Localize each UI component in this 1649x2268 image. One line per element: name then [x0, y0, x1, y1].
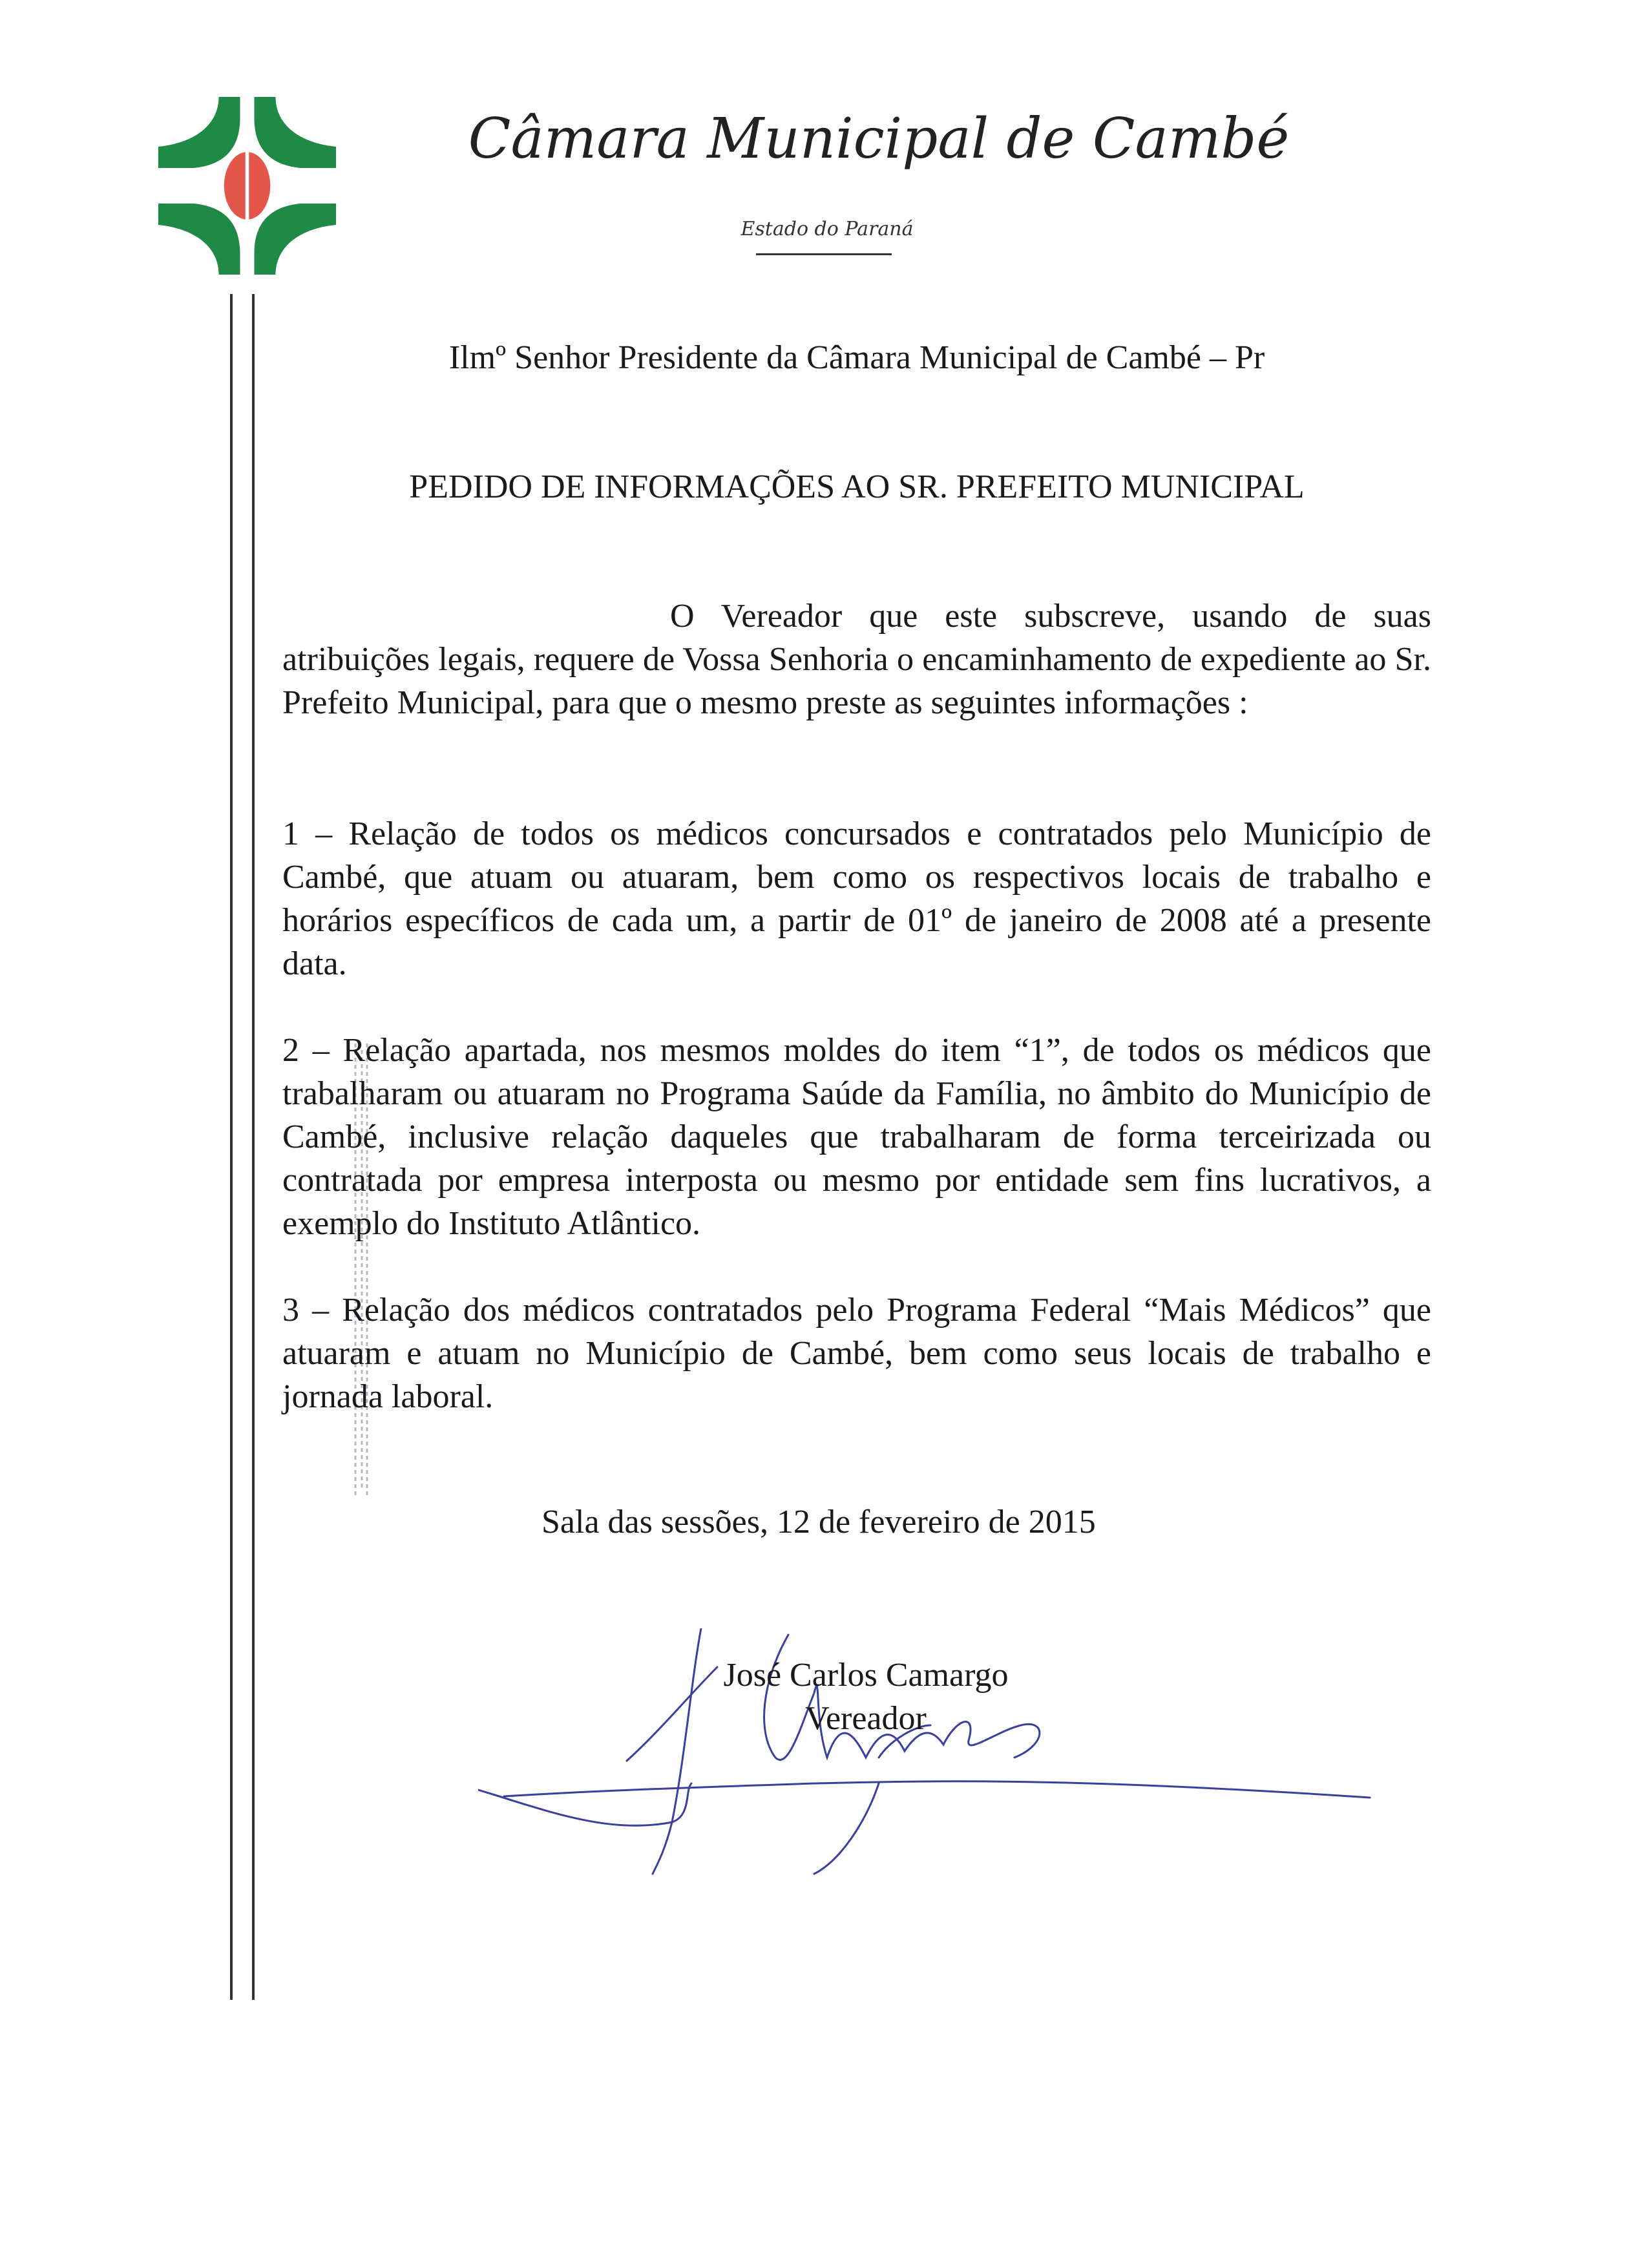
letterhead-subtitle: Estado do Paraná	[740, 218, 914, 240]
request-item-2: 2 – Relação apartada, nos mesmos moldes do item “1”, de todos os médicos que trabalharam ou atuaram no Programa Saúde da Família, no âmbito do Município de Cambé, inclusive relação daqueles que trabalharam de forma terceirizada ou contratada por empresa interposta ou mesmo por entidade sem fins lucrativos, a exemplo do Instituto Atlântico.	[282, 1032, 1431, 1242]
signatory-role: Vereador	[805, 1700, 927, 1737]
subtitle-rule	[756, 253, 892, 255]
request-item-1: 1 – Relação de todos os médicos concursados e contratados pelo Município de Cambé, que atuam ou atuaram, bem como os respectivos locais de trabalho e horários específicos de cada um, a partir de 01º de janeiro de 2008 até a presente data.	[282, 815, 1431, 982]
camara-logo	[158, 97, 336, 275]
signature-block	[646, 1654, 1086, 1740]
letter-body	[282, 594, 1431, 1740]
addressee: Ilmº Senhor Presidente da Câmara Municipal de Cambé – Pr	[448, 339, 1265, 376]
intro-paragraph: O Vereador que este subscreve, usando de suas atribuições legais, requere de Vossa Senhoria o encaminhamento de expediente ao Sr. Prefeito Municipal, para que o mesmo preste as seguintes informações :	[282, 598, 1431, 721]
signatory-name: José Carlos Camargo	[723, 1657, 1009, 1694]
request-item-3: 3 – Relação dos médicos contratados pelo Programa Federal “Mais Médicos” que atuaram e atuam no Município de Cambé, bem como seus locais de trabalho e jornada laboral.	[282, 1292, 1431, 1415]
letterhead-title: Câmara Municipal de Cambé	[468, 107, 1290, 171]
document-heading: PEDIDO DE INFORMAÇÕES AO SR. PREFEITO MUNICIPAL	[409, 468, 1305, 505]
margin-line-right	[252, 294, 255, 2000]
margin-line-left	[230, 294, 233, 2000]
closing-place-date: Sala das sessões, 12 de fevereiro de 2015	[541, 1504, 1096, 1540]
